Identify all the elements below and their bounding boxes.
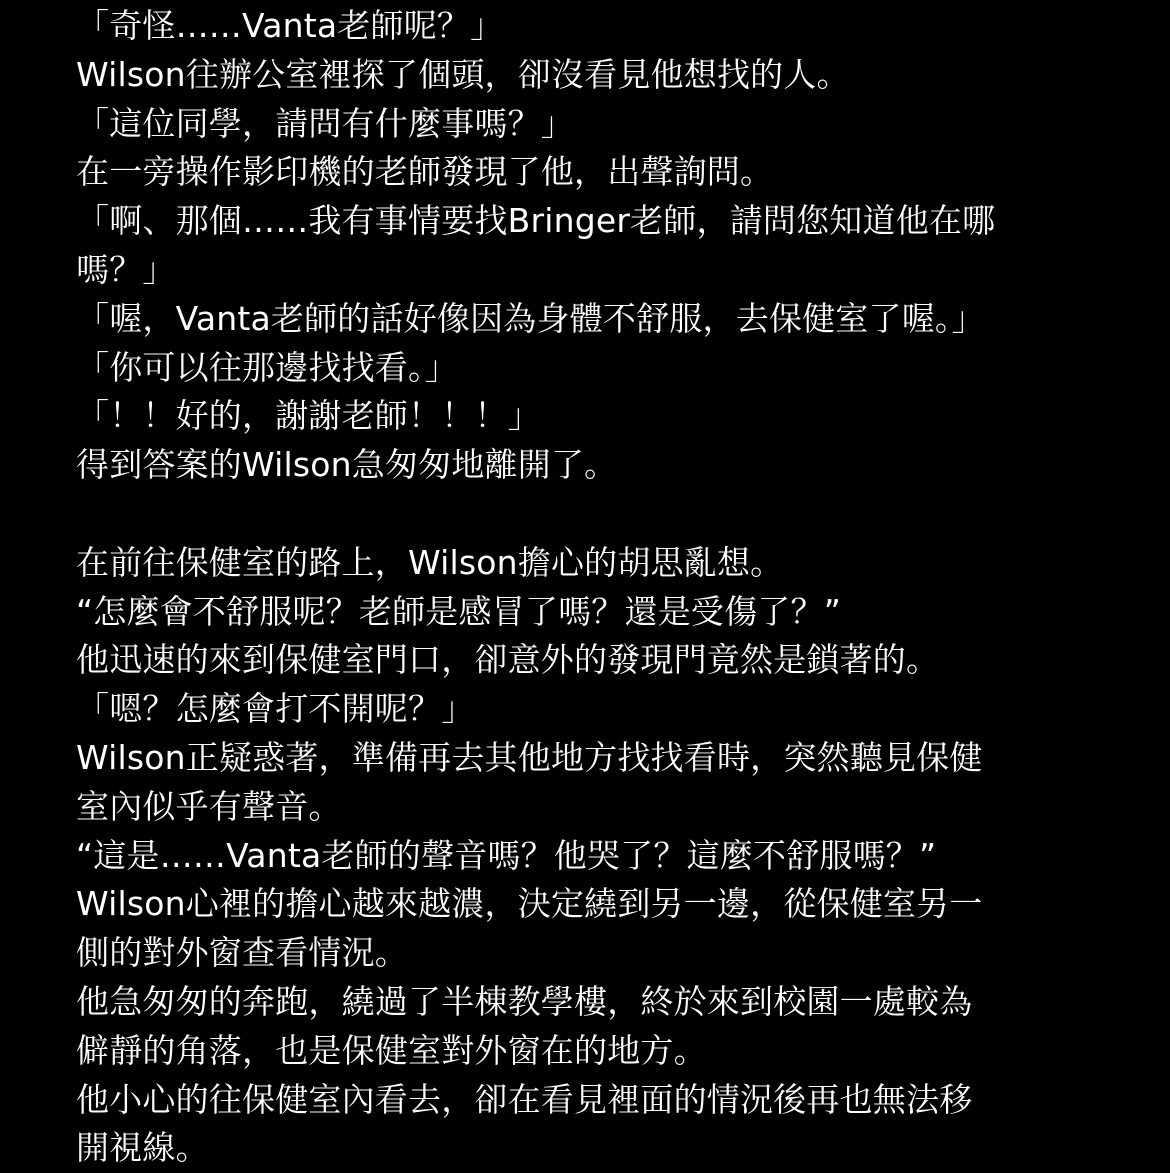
story-line: 「奇怪……Vanta老師呢？」: [76, 6, 504, 45]
story-line: Wilson往辦公室裡探了個頭，卻沒看見他想找的人。: [76, 54, 850, 94]
story-line: “怎麼會不舒服呢？老師是感冒了嗎？還是受傷了？”: [76, 591, 841, 631]
story-line: 「這位同學，請問有什麼事嗎？」: [76, 103, 574, 143]
paragraph-break: [76, 490, 1086, 539]
story-line: Wilson心裡的擔心越來越濃，決定繞到另一邊，從保健室另一: [76, 884, 983, 924]
story-line: 僻靜的角落，也是保健室對外窗在的地方。: [76, 1030, 707, 1070]
story-line: 得到答案的Wilson急匆匆地離開了。: [76, 445, 618, 485]
story-line: 「啊、那個……我有事情要找Bringer老師，請問您知道他在哪: [76, 201, 996, 241]
story-line: 「嗯？怎麼會打不開呢？」: [76, 689, 475, 729]
story-line: 開視線。: [76, 1128, 209, 1168]
story-line: “這是……Vanta老師的聲音嗎？他哭了？這麼不舒服嗎？”: [76, 835, 937, 875]
story-line: 「你可以往那邊找找看。」: [76, 347, 458, 387]
story-text: [76, 2, 1086, 1173]
story-line: Wilson正疑惑著，準備再去其他地方找找看時，突然聽見保健: [76, 737, 983, 777]
story-line: 側的對外窗查看情況。: [76, 933, 408, 973]
story-line: 在一旁操作影印機的老師發現了他，出聲詢問。: [76, 152, 774, 192]
story-line: 嗎？」: [76, 249, 176, 289]
story-line: 他迅速的來到保健室門口，卻意外的發現門竟然是鎖著的。: [76, 640, 940, 680]
story-line: 「！！好的，謝謝老師！！！」: [76, 396, 541, 436]
story-line: 他急匆匆的奔跑，繞過了半棟教學樓，終於來到校園一處較為: [76, 981, 973, 1021]
story-line: 「喔，Vanta老師的話好像因為身體不舒服，去保健室了喔。」: [76, 298, 985, 338]
story-line: 室內似乎有聲音。: [76, 786, 342, 826]
story-line: 在前往保健室的路上，Wilson擔心的胡思亂想。: [76, 542, 784, 582]
story-line: 他小心的往保健室內看去，卻在看見裡面的情況後再也無法移: [76, 1079, 973, 1119]
